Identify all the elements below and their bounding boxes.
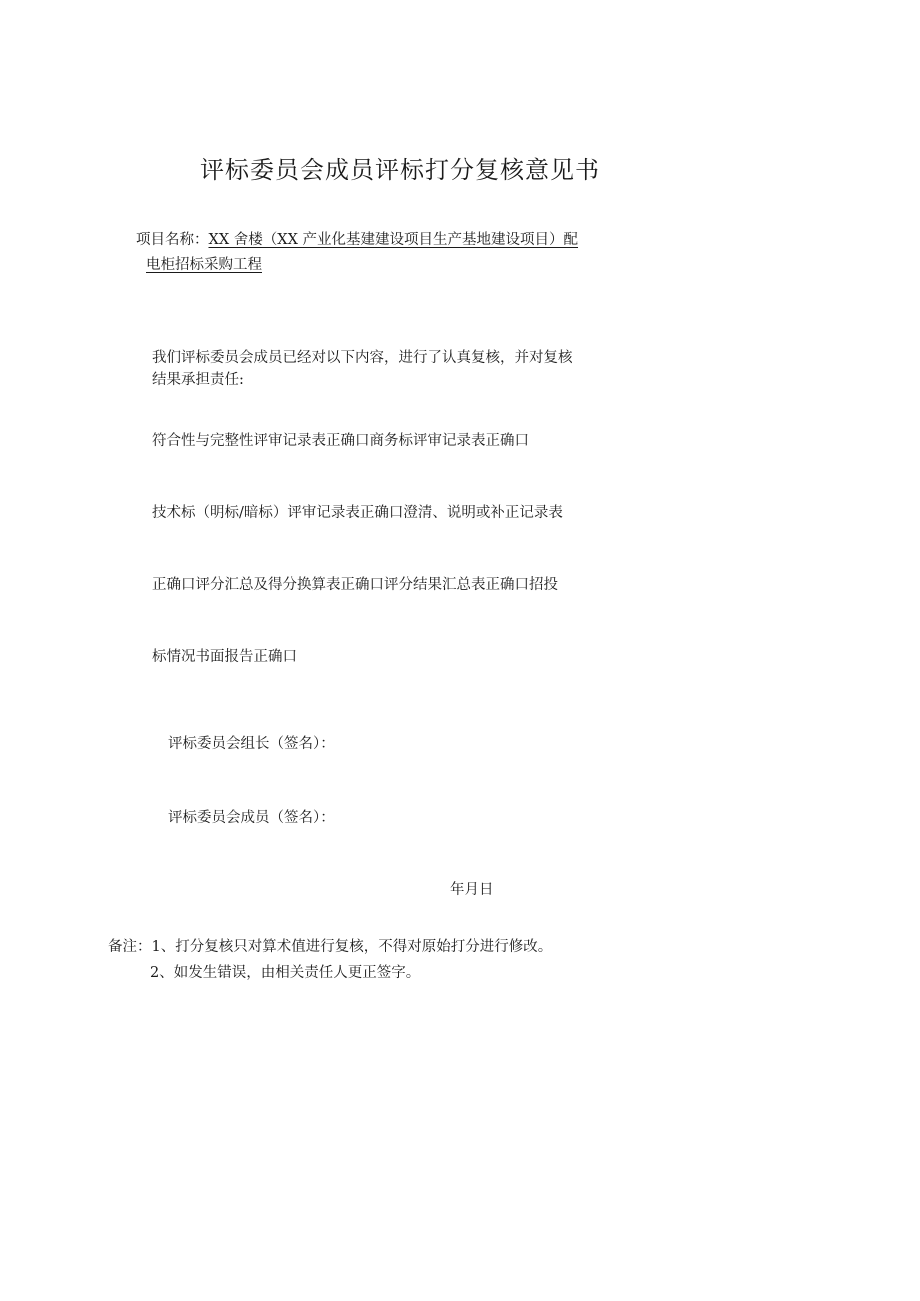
- intro-line-1: 我们评标委员会成员已经对以下内容，进行了认真复核，并对复核: [152, 350, 573, 366]
- notes-block: [108, 934, 552, 986]
- intro-paragraph: [152, 347, 607, 391]
- project-line-2: [136, 253, 606, 278]
- leader-signature-label: 评标委员会组长（签名）：: [168, 736, 335, 752]
- project-value-line-2: 电柜招标采购工程: [146, 257, 262, 273]
- note-line-2: 2、如发生错误，由相关责任人更正签字。: [150, 965, 421, 981]
- checklist-line-3: 正确口评分汇总及得分换算表正确口评分结果汇总表正确口招投: [152, 577, 558, 593]
- project-line-1: [136, 228, 606, 253]
- member-signature-label: 评标委员会成员（签名）：: [168, 810, 335, 826]
- checklist-line-2: 技术标（明标/暗标）评审记录表正确口澄清、说明或补正记录表: [152, 505, 563, 521]
- project-name-block: [136, 228, 606, 278]
- note-line-1: 备注：1、打分复核只对算术值进行复核，不得对原始打分进行修改。: [108, 939, 553, 955]
- document-title: 评标委员会成员评标打分复核意见书: [200, 156, 600, 184]
- checklist-line-4: 标情况书面报告正确口: [152, 649, 297, 665]
- checklist-line-1: 符合性与完整性评审记录表正确口商务标评审记录表正确口: [152, 433, 529, 449]
- project-label: 项目名称：: [136, 232, 209, 248]
- project-value-line-1: XX 舍楼（XX 产业化基建建设项目生产基地建设项目）配: [208, 232, 579, 248]
- intro-line-2: 结果承担责任:: [152, 372, 244, 388]
- date-label: 年月日: [450, 882, 494, 898]
